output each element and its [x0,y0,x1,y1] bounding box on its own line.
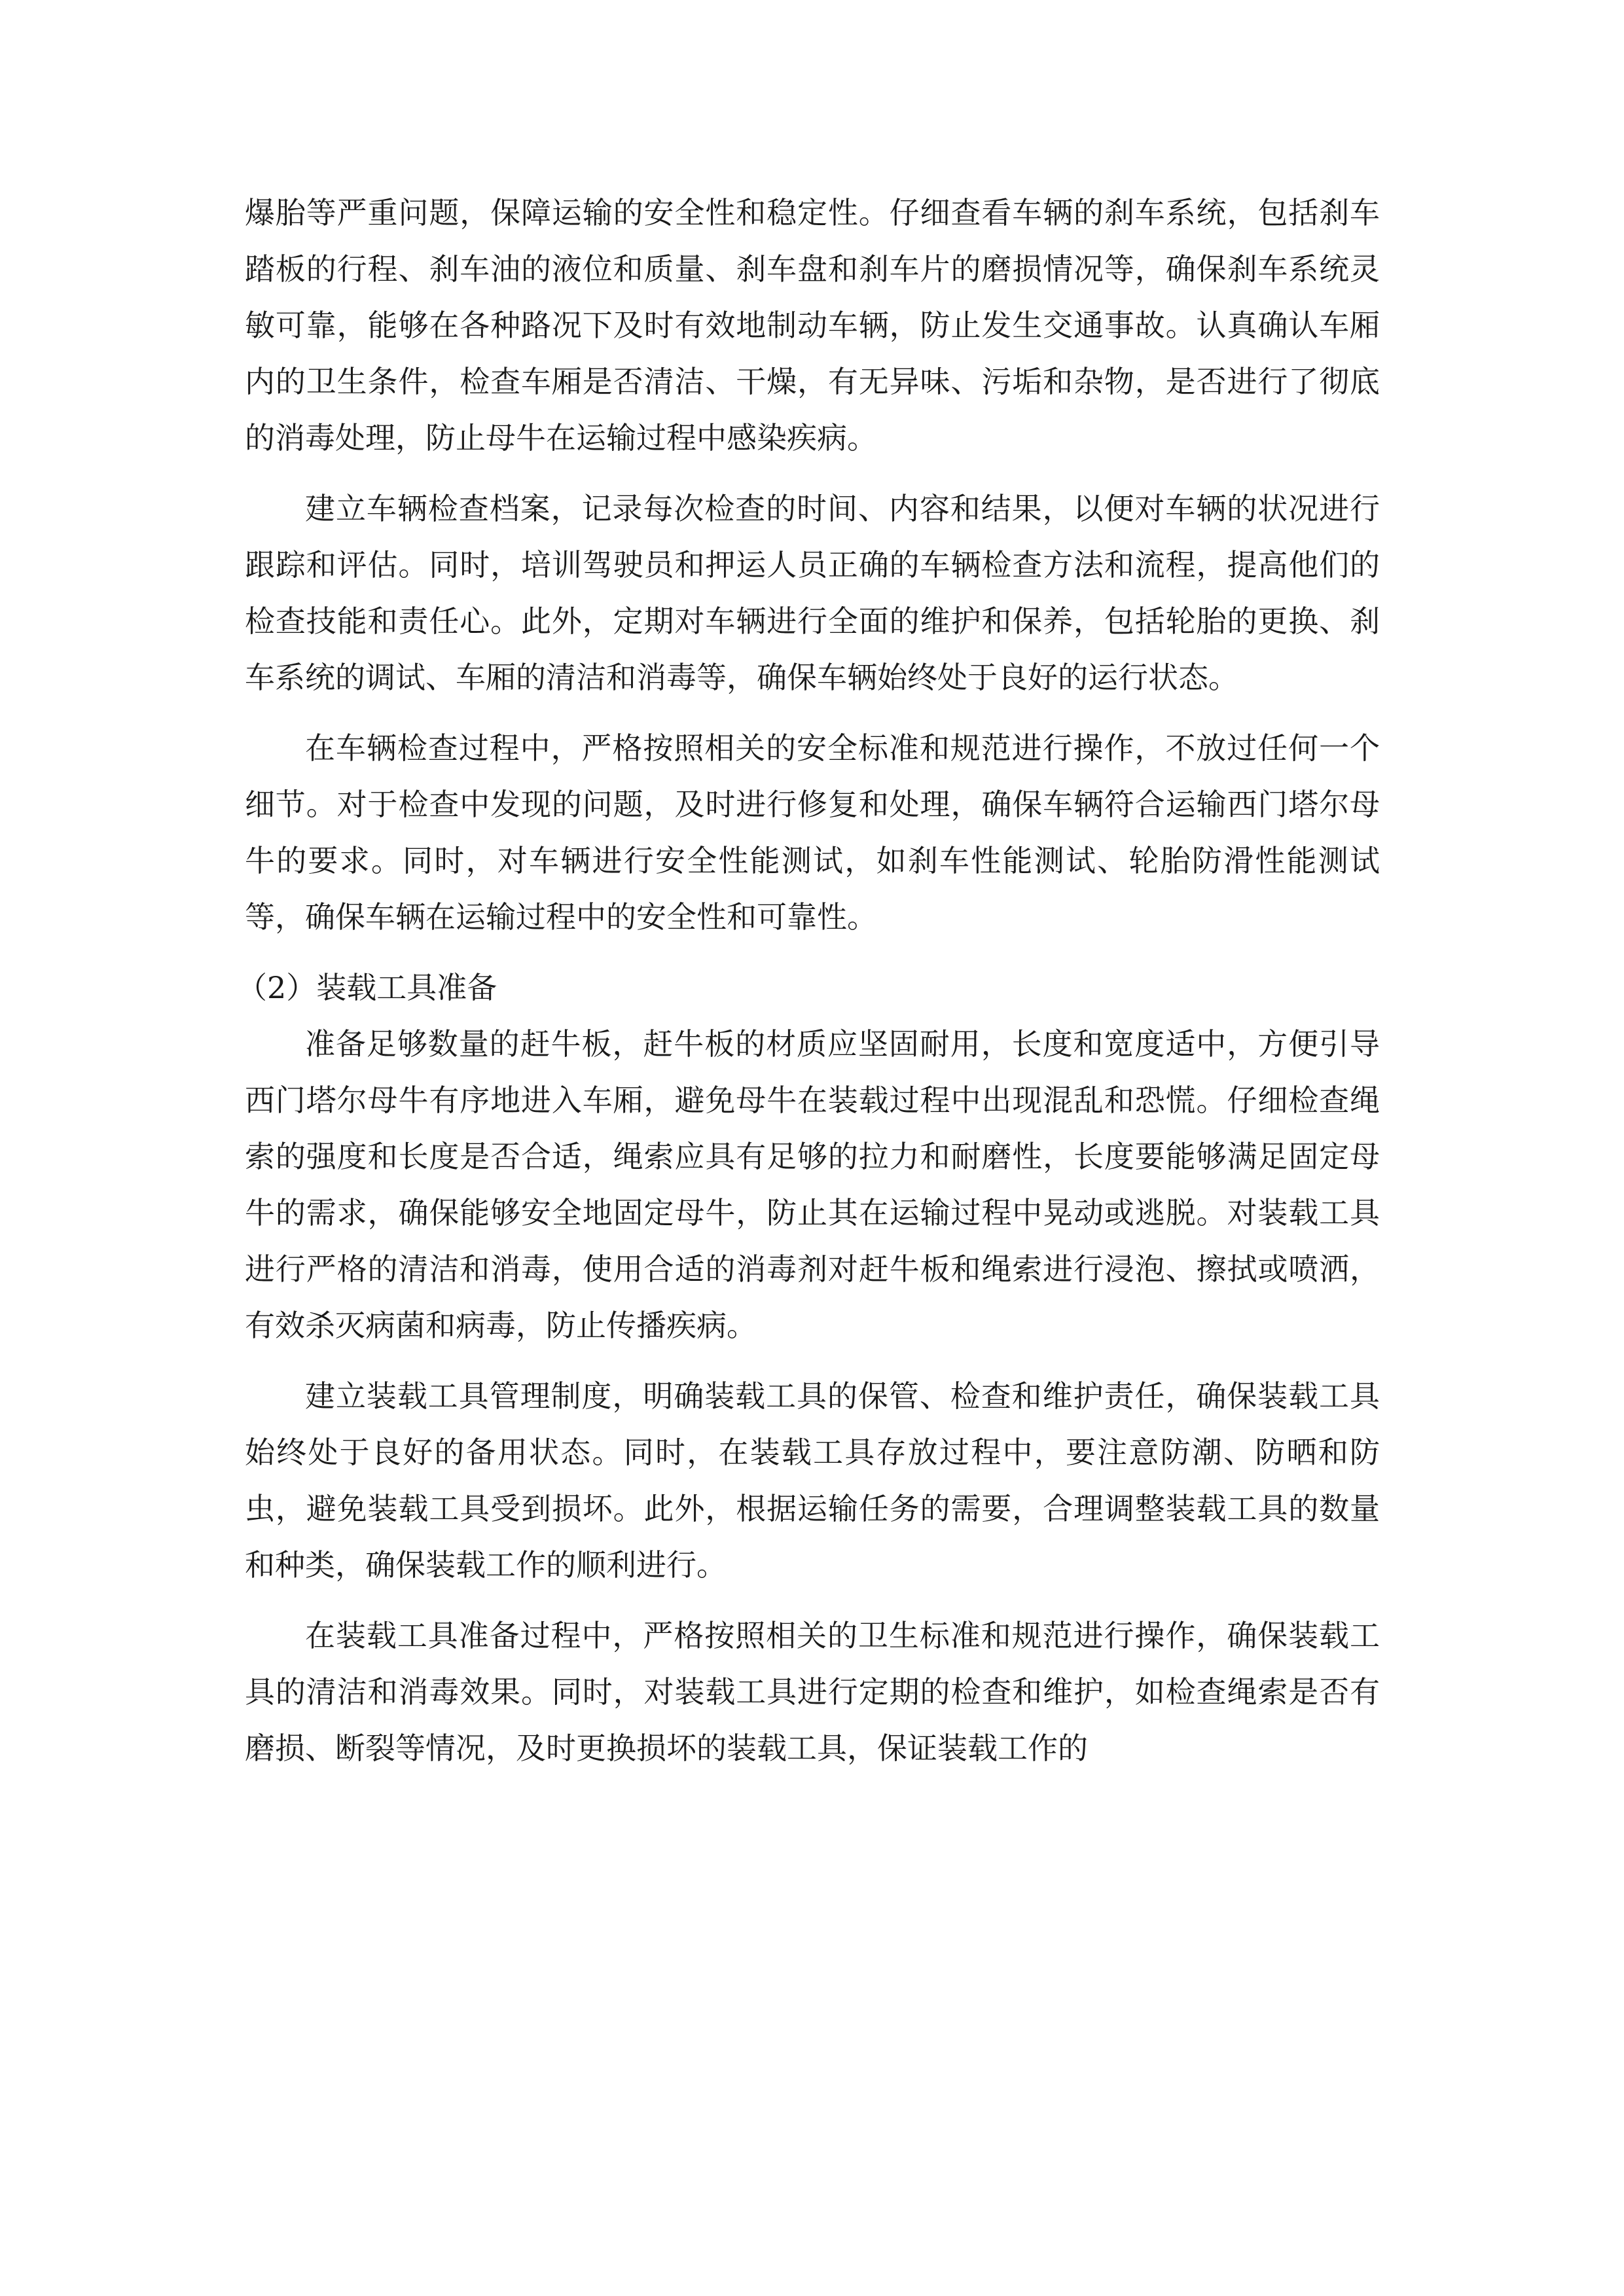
paragraph-loading-tools-hygiene: 在装载工具准备过程中，严格按照相关的卫生标准和规范进行操作，确保装载工具的清洁和消毒效果。同时，对装载工具进行定期的检查和维护，如检查绳索是否有磨损、断裂等情况，及时更换损坏的装载工具，保证装载工作的 [245,1618,1380,1766]
paragraph-loading-tools-preparation: 准备足够数量的赶牛板，赶牛板的材质应坚固耐用，长度和宽度适中，方便引导西门塔尔母牛有序地进入车厢，避免母牛在装载过程中出现混乱和恐慌。仔细检查绳索的强度和长度是否合适，绳索应具有足够的拉力和耐磨性，长度要能够满足固定母牛的需求，确保能够安全地固定母牛，防止其在运输过程中晃动或逃脱。对装载工具进行严格的清洁和消毒，使用合适的消毒剂对赶牛板和绳索进行浸泡、擦拭或喷洒，有效杀灭病菌和病毒，防止传播疾病。 [245,1026,1380,1343]
section-heading-loading-tools: （2）装载工具准备 [237,970,497,1005]
document-body [237,185,1380,1776]
paragraph-vehicle-inspection-process: 在车辆检查过程中，严格按照相关的安全标准和规范进行操作，不放过任何一个细节。对于检查中发现的问题，及时进行修复和处理，确保车辆符合运输西门塔尔母牛的要求。同时，对车辆进行安全性能测试，如刹车性能测试、轮胎防滑性能测试等，确保车辆在运输过程中的安全性和可靠性。 [245,730,1380,935]
paragraph-vehicle-brake-hygiene: 爆胎等严重问题，保障运输的安全性和稳定性。仔细查看车辆的刹车系统，包括刹车踏板的行程、刹车油的液位和质量、刹车盘和刹车片的磨损情况等，确保刹车系统灵敏可靠，能够在各种路况下及时有效地制动车辆，防止发生交通事故。认真确认车厢内的卫生条件，检查车厢是否清洁、干燥，有无异味、污垢和杂物，是否进行了彻底的消毒处理，防止母牛在运输过程中感染疾病。 [245,195,1380,456]
paragraph-vehicle-inspection-records: 建立车辆检查档案，记录每次检查的时间、内容和结果，以便对车辆的状况进行跟踪和评估。同时，培训驾驶员和押运人员正确的车辆检查方法和流程，提高他们的检查技能和责任心。此外，定期对车辆进行全面的维护和保养，包括轮胎的更换、刹车系统的调试、车厢的清洁和消毒等，确保车辆始终处于良好的运行状态。 [245,491,1380,695]
paragraph-loading-tools-management: 建立装载工具管理制度，明确装载工具的保管、检查和维护责任，确保装载工具始终处于良好的备用状态。同时，在装载工具存放过程中，要注意防潮、防晒和防虫，避免装载工具受到损坏。此外，根据运输任务的需要，合理调整装载工具的数量和种类，确保装载工作的顺利进行。 [245,1378,1380,1583]
